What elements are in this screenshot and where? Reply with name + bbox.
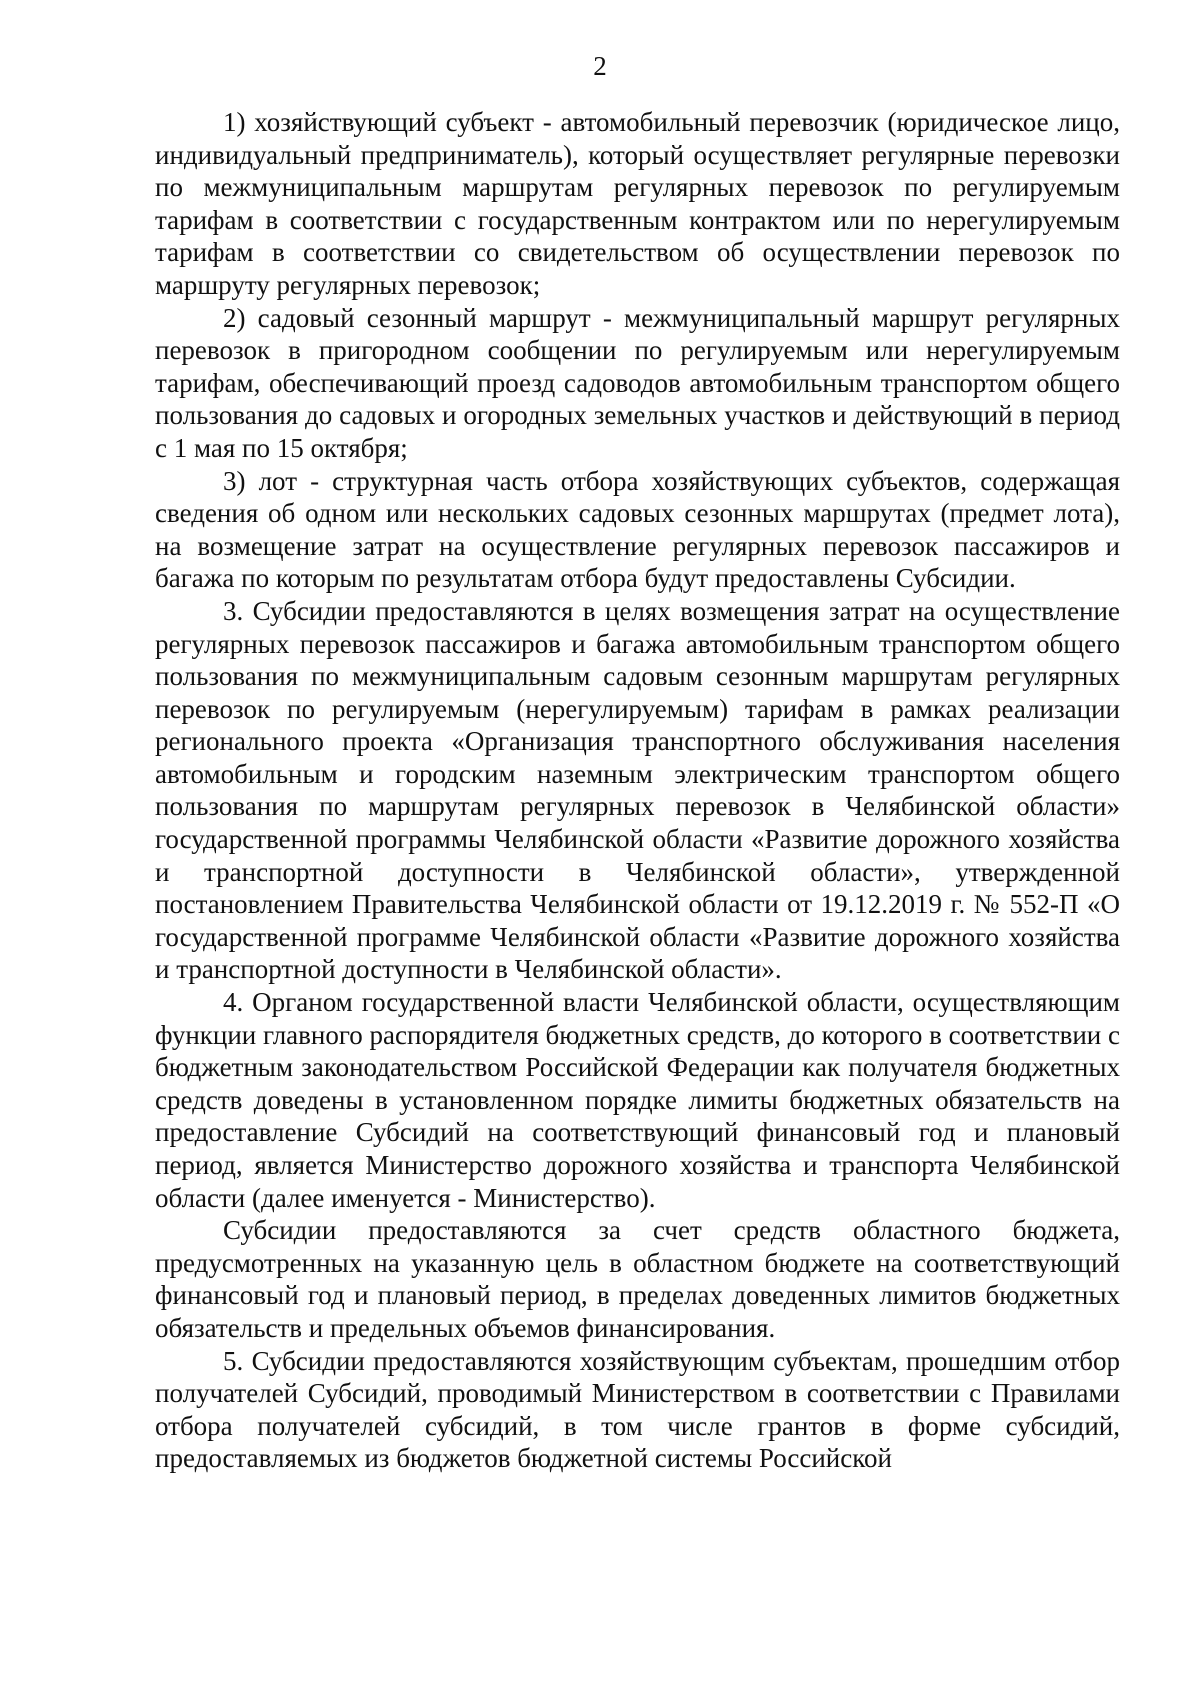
paragraph-funding-source: Субсидии предоставляются за счет средств областного бюджета, предусмотренных на указанную цель в областном бюджете на соответствующий финансовый год и плановый период, в пределах доведенных лимитов бюджетных обязательств и предельных объемов финансирования.: [155, 1215, 1120, 1343]
paragraph-subpoint-2: 2) садовый сезонный маршрут - межмуниципальный маршрут регулярных перевозок в пригородном сообщении по регулируемым или нерегулируемым тарифам, обеспечивающий проезд садоводов автомобильным транспортом общего пользования до садовых и огородных земельных участков и действующий в период с 1 мая по 15 октября;: [155, 302, 1120, 463]
paragraph-section-5: 5. Субсидии предоставляются хозяйствующим субъектам, прошедшим отбор получателей Субсидий, проводимый Министерством в соответствии с Правилами отбора получателей субсидий, в том числе грантов в форме субсидий, предоставляемых из бюджетов бюджетной системы Российской: [155, 1345, 1120, 1474]
document-body: [155, 106, 1120, 1475]
paragraph-section-4: 4. Органом государственной власти Челябинской области, осуществляющим функции главного распорядителя бюджетных средств, до которого в соответствии с бюджетным законодательством Российской Федерации как получателя бюджетных средств доведены в установленном порядке лимиты бюджетных обязательств на предоставление Субсидий на соответствующий финансовый год и плановый период, является Министерство дорожного хозяйства и транспорта Челябинской области (далее именуется - Министерство).: [155, 987, 1120, 1213]
paragraph-subpoint-3: 3) лот - структурная часть отбора хозяйствующих субъектов, содержащая сведения об одном или нескольких садовых сезонных маршрутах (предмет лота), на возмещение затрат на осуществление регулярных перевозок пассажиров и багажа по которым по результатам отбора будут предоставлены Субсидии.: [155, 465, 1120, 594]
paragraph-section-3: 3. Субсидии предоставляются в целях возмещения затрат на осуществление регулярных перевозок пассажиров и багажа автомобильным транспортом общего пользования по межмуниципальным садовым сезонным маршрутам регулярных перевозок по регулируемым (нерегулируемым) тарифам в рамках реализации регионального проекта «Организация транспортного обслуживания населения автомобильным и городским наземным электрическим транспортом общего пользования по маршрутам регулярных перевозок в Челябинской области» государственной программы Челябинской области «Развитие дорожного хозяйства и транспортной доступности в Челябинской области», утвержденной постановлением Правительства Челябинской области от 19.12.2019 г. № 552-П «О государственной программе Челябинской области «Развитие дорожного хозяйства и транспортной доступности в Челябинской области».: [155, 595, 1120, 985]
page-number: 2: [593, 51, 607, 81]
paragraph-subpoint-1: 1) хозяйствующий субъект - автомобильный перевозчик (юридическое лицо, индивидуальный предприниматель), который осуществляет регулярные перевозки по межмуниципальным маршрутам регулярных перевозок по регулируемым тарифам в соответствии с государственным контрактом или по нерегулируемым тарифам в соответствии со свидетельством об осуществлении перевозок по маршруту регулярных перевозок;: [155, 107, 1120, 300]
